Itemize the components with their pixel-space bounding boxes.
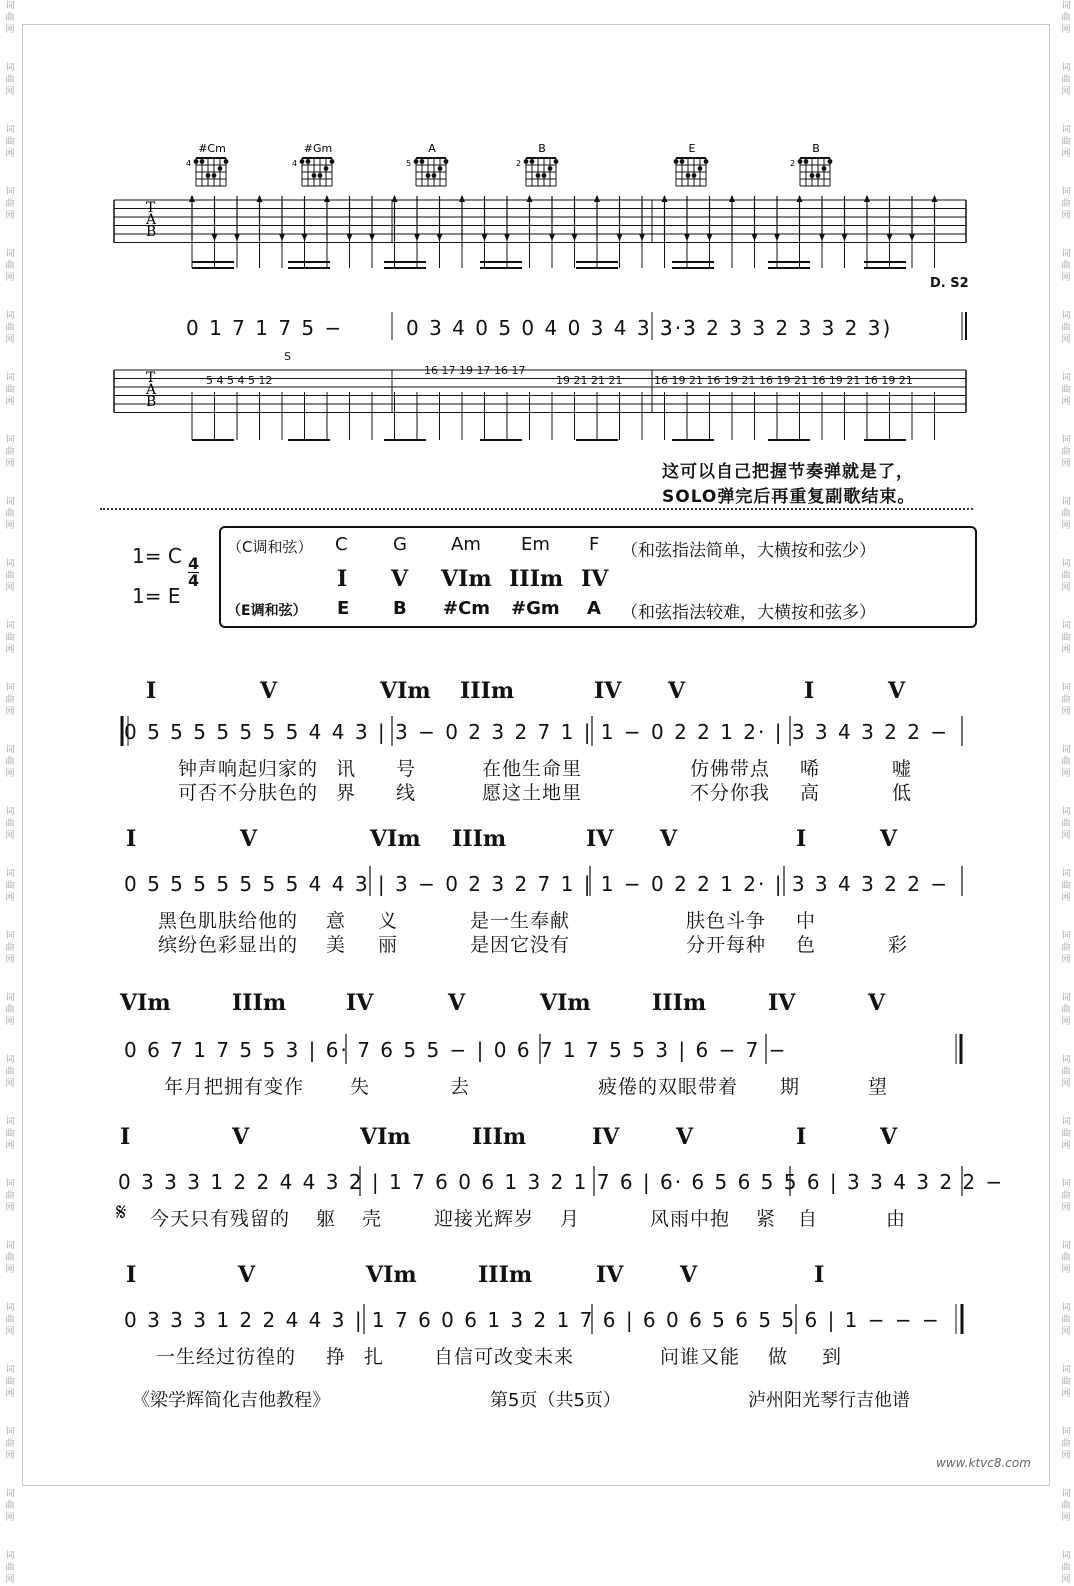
- lyric: 由: [886, 1208, 907, 1230]
- chord-name: B: [812, 142, 820, 155]
- lyric: 望: [868, 1076, 889, 1098]
- e-label: （E调和弦）: [227, 603, 307, 619]
- chord: I: [126, 826, 137, 852]
- watermark-text: 词 曲 网: [1061, 1117, 1071, 1151]
- tab-numbers-1: 5 4 5 4 5 12: [206, 374, 273, 387]
- watermark-text: 词 曲 网: [5, 1427, 15, 1461]
- chord: I: [796, 1124, 807, 1150]
- chord: I: [126, 1262, 137, 1288]
- watermark-text: 词 曲 网: [5, 931, 15, 965]
- fret-number: 5: [406, 159, 412, 168]
- key-e: 1= E: [132, 584, 181, 608]
- watermark-text: 词 曲 网: [1061, 1551, 1071, 1585]
- roman-3: VIm: [441, 566, 492, 592]
- watermark-text: 词 曲 网: [1061, 311, 1071, 345]
- lyric: 分开每种: [686, 934, 767, 956]
- chord: VIm: [540, 990, 591, 1016]
- watermark-text: 词 曲 网: [1061, 187, 1071, 221]
- lyric: 失: [350, 1076, 371, 1098]
- chord: IV: [594, 678, 622, 704]
- watermark-text: 词 曲 网: [1061, 435, 1071, 469]
- c-chord-1: C: [335, 534, 348, 555]
- lyric: 高: [800, 782, 821, 804]
- lyric: 肤色斗争: [686, 910, 767, 932]
- watermark-text: 词 曲 网: [1061, 869, 1071, 903]
- watermark-text: 词 曲 网: [1061, 1303, 1071, 1337]
- chord: V: [448, 990, 466, 1016]
- e-chord-3: #Cm: [443, 598, 491, 619]
- watermark-text: 词 曲 网: [5, 993, 15, 1027]
- chord: I: [796, 826, 807, 852]
- watermark-url: www.ktvc8.com: [936, 1456, 1031, 1470]
- notes-line: 0 6 7 1 7 5 5 3 | 6· 7 6 5 5 − | 0 6 7 1 7 5 5 3 | 6 − 7 −: [124, 1038, 788, 1062]
- chord-name: #Cm: [198, 142, 226, 155]
- lyric: 做: [768, 1346, 789, 1368]
- lyric: 自信可改变未来: [434, 1346, 575, 1368]
- watermark-text: 词 曲 网: [1061, 1427, 1071, 1461]
- fret-number: 2: [790, 159, 796, 168]
- watermark-text: 词 曲 网: [1061, 1, 1071, 35]
- tab-letter: B: [146, 224, 157, 240]
- lyric: 在他生命里: [482, 758, 583, 780]
- chord: IV: [346, 990, 374, 1016]
- chord: IIIm: [460, 678, 515, 704]
- lyric: 号: [396, 758, 417, 780]
- chord: IIIm: [452, 826, 507, 852]
- lyric: 迎接光辉岁: [434, 1208, 535, 1230]
- numbered-line-3: 3·3 2 3 3 2 3 3 2 3): [660, 316, 893, 340]
- lyric: 丽: [378, 934, 399, 956]
- lyric: 是一生奉献: [470, 910, 571, 932]
- watermark-text: 词 曲 网: [5, 1489, 15, 1523]
- tab-letter: T: [146, 370, 156, 386]
- watermark-text: 词 曲 网: [5, 807, 15, 841]
- c-chord-2: G: [393, 534, 407, 555]
- segno-icon: 𝄋: [116, 1198, 127, 1226]
- watermark-text: 词 曲 网: [5, 621, 15, 655]
- watermark-text: 词 曲 网: [1061, 249, 1071, 283]
- key-c: 1= C: [132, 544, 182, 568]
- lyric: 唏: [800, 758, 821, 780]
- lyric: 今天只有残留的: [150, 1208, 291, 1230]
- ds-label: D. S2: [930, 276, 969, 291]
- watermark-text: 词 曲 网: [1061, 63, 1071, 97]
- c-label: （C调和弦）: [227, 538, 313, 556]
- e-chord-4: #Gm: [511, 598, 560, 619]
- watermark-text: 词 曲 网: [5, 497, 15, 531]
- lyric: 线: [396, 782, 417, 804]
- e-note: （和弦指法较难，大横按和弦多）: [621, 603, 876, 623]
- c-note: （和弦指法简单，大横按和弦少）: [621, 541, 876, 561]
- chord: V: [680, 1262, 698, 1288]
- lyric: 黑色肌肤给他的: [158, 910, 299, 932]
- chord-name: A: [428, 142, 436, 155]
- lyric: 缤纷色彩显出的: [158, 934, 299, 956]
- lyric: 月: [560, 1208, 581, 1230]
- tab-numbers-2: 16 17 19 17 16 17: [424, 364, 526, 377]
- watermark-text: 词 曲 网: [5, 249, 15, 283]
- roman-5: IV: [581, 566, 609, 592]
- watermark-text: 词 曲 网: [1061, 1179, 1071, 1213]
- chord: V: [880, 1124, 898, 1150]
- watermark-text: 词 曲 网: [1061, 1241, 1071, 1275]
- watermark-text: 词 曲 网: [5, 1117, 15, 1151]
- chord: V: [676, 1124, 694, 1150]
- c-chord-5: F: [589, 534, 600, 555]
- watermark-text: 词 曲 网: [5, 1179, 15, 1213]
- lyric: 躯: [316, 1208, 337, 1230]
- watermark-text: 词 曲 网: [1061, 807, 1071, 841]
- lyric: 自: [798, 1208, 819, 1230]
- watermark-text: 词 曲 网: [1061, 683, 1071, 717]
- watermark-text: 词 曲 网: [1061, 931, 1071, 965]
- watermark-text: 词 曲 网: [1061, 993, 1071, 1027]
- lyric: 挣: [326, 1346, 347, 1368]
- fret-number: 4: [292, 159, 298, 168]
- notes-line: 0 3 3 3 1 2 2 4 4 3 2 | 1 7 6 0 6 1 3 2 1 7 6 | 6· 6 5 6 5 5 6 | 3 3 4 3 2 2 −: [118, 1170, 1005, 1194]
- c-chord-4: Em: [521, 534, 550, 555]
- lyric: 意: [326, 910, 347, 932]
- watermark-text: 词 曲 网: [5, 683, 15, 717]
- watermark-text: 词 曲 网: [1061, 1055, 1071, 1089]
- chord: I: [804, 678, 815, 704]
- watermark-text: 词 曲 网: [1061, 559, 1071, 593]
- lyric: 一生经过彷徨的: [156, 1346, 297, 1368]
- watermark-text: 词 曲 网: [5, 869, 15, 903]
- chord: V: [880, 826, 898, 852]
- lyric: 低: [892, 782, 913, 804]
- chord: I: [146, 678, 157, 704]
- lyric: 色: [796, 934, 817, 956]
- watermark-text: 词 曲 网: [5, 559, 15, 593]
- watermark-text: 词 曲 网: [1061, 1365, 1071, 1399]
- c-chord-3: Am: [451, 534, 481, 555]
- watermark-text: 词 曲 网: [1061, 621, 1071, 655]
- chord: V: [240, 826, 258, 852]
- lyric: 中: [796, 910, 817, 932]
- lyric: 问谁又能: [660, 1346, 741, 1368]
- lyric: 愿这土地里: [482, 782, 583, 804]
- tab-letter: A: [146, 212, 157, 228]
- e-chord-1: E: [337, 598, 350, 619]
- roman-2: V: [391, 566, 409, 592]
- lyric: 彩: [888, 934, 909, 956]
- watermark-text: 词 曲 网: [5, 745, 15, 779]
- e-chord-2: B: [393, 598, 407, 619]
- lyric: 义: [378, 910, 399, 932]
- numbered-line-1: 0 1 7 1 7 5 −: [186, 316, 344, 340]
- fret-number: 2: [516, 159, 522, 168]
- notes-line: 0 5 5 5 5 5 5 5 4 4 3 | 3 − 0 2 3 2 7 1 | 1 − 0 2 2 1 2· | 3 3 4 3 2 2 −: [124, 872, 950, 896]
- lyric: 年月把拥有变作: [164, 1076, 305, 1098]
- watermark-text: 词 曲 网: [1061, 497, 1071, 531]
- note-line-2: SOLO弹完后再重复副歌结束。: [662, 487, 916, 507]
- lyric: 嘘: [892, 758, 913, 780]
- tab-letter: A: [146, 382, 157, 398]
- chord: IIIm: [478, 1262, 533, 1288]
- watermark-text: 词 曲 网: [5, 1365, 15, 1399]
- lyric: 到: [822, 1346, 843, 1368]
- watermark-text: 词 曲 网: [5, 63, 15, 97]
- watermark-text: 词 曲 网: [5, 125, 15, 159]
- lyric: 去: [450, 1076, 471, 1098]
- chord: IV: [768, 990, 796, 1016]
- lyric: 美: [326, 934, 347, 956]
- watermark-text: 词 曲 网: [5, 435, 15, 469]
- chord: V: [888, 678, 906, 704]
- watermark-text: 词 曲 网: [5, 373, 15, 407]
- chord: IIIm: [232, 990, 287, 1016]
- watermark-text: 词 曲 网: [5, 1055, 15, 1089]
- footer-left: 《梁学辉简化吉他教程》: [132, 1390, 330, 1411]
- watermark-text: 词 曲 网: [5, 187, 15, 221]
- chord: IIIm: [652, 990, 707, 1016]
- chord-name: E: [688, 142, 696, 155]
- roman-4: IIIm: [509, 566, 564, 592]
- chord: I: [814, 1262, 825, 1288]
- chord: VIm: [366, 1262, 417, 1288]
- notes-line: 0 5 5 5 5 5 5 5 4 4 3 | 3 − 0 2 3 2 7 1 | 1 − 0 2 2 1 2· | 3 3 4 3 2 2 −: [124, 720, 950, 744]
- chord-name: B: [538, 142, 546, 155]
- e-chord-5: A: [587, 598, 601, 619]
- note-line-1: 这可以自己把握节奏弹就是了，: [662, 462, 914, 482]
- chord: I: [120, 1124, 131, 1150]
- lyric: 风雨中抱: [650, 1208, 731, 1230]
- chord: V: [232, 1124, 250, 1150]
- lyric: 紧: [756, 1208, 777, 1230]
- chord: VIm: [360, 1124, 411, 1150]
- chord: VIm: [380, 678, 431, 704]
- chord: V: [668, 678, 686, 704]
- time-top: 4: [188, 554, 200, 573]
- tab-numbers-4: 16 19 21 16 19 21 16 19 21 16 19 21 16 19 21: [654, 374, 913, 387]
- tab-letter: B: [146, 394, 157, 410]
- chord: V: [660, 826, 678, 852]
- lyric: 钟声响起归家的: [178, 758, 319, 780]
- roman-1: I: [337, 566, 348, 592]
- chord: IIIm: [472, 1124, 527, 1150]
- lyric: 讯: [336, 758, 357, 780]
- watermark-text: 词 曲 网: [5, 1, 15, 35]
- fret-number: 4: [186, 159, 192, 168]
- lyric: 界: [336, 782, 357, 804]
- watermark-text: 词 曲 网: [1061, 125, 1071, 159]
- lyric: 可否不分肤色的: [178, 782, 319, 804]
- chord: IV: [592, 1124, 620, 1150]
- watermark-text: 词 曲 网: [5, 1303, 15, 1337]
- watermark-text: 词 曲 网: [1061, 1489, 1071, 1523]
- chord: V: [238, 1262, 256, 1288]
- lyric: 疲倦的双眼带着: [598, 1076, 739, 1098]
- watermark-text: 词 曲 网: [5, 311, 15, 345]
- notes-line: 0 3 3 3 1 2 2 4 4 3 | 1 7 6 0 6 1 3 2 1 7 6 | 6 0 6 5 6 5 5 6 | 1 − − −: [124, 1308, 941, 1332]
- lyric: 是因它没有: [470, 934, 571, 956]
- chord: V: [868, 990, 886, 1016]
- watermark-text: 词 曲 网: [5, 1551, 15, 1585]
- lyric: 仿佛带点: [690, 758, 771, 780]
- segno-small: S: [284, 350, 291, 363]
- tab-letter: T: [146, 200, 156, 216]
- watermark-text: 词 曲 网: [1061, 373, 1071, 407]
- watermark-text: 词 曲 网: [1061, 745, 1071, 779]
- chord: IV: [596, 1262, 624, 1288]
- lyric: 期: [780, 1076, 801, 1098]
- chord: VIm: [120, 990, 171, 1016]
- footer-center: 第5页（共5页）: [490, 1390, 621, 1411]
- time-bottom: 4: [188, 571, 200, 590]
- footer-right: 泸州阳光琴行吉他谱: [748, 1390, 910, 1411]
- chord-name: #Gm: [303, 142, 333, 155]
- numbered-line-2: 0 3 4 0 5 0 4 0 3 4 3 3 3: [406, 316, 698, 340]
- chord: V: [260, 678, 278, 704]
- lyric: 壳: [362, 1208, 383, 1230]
- chord: VIm: [370, 826, 421, 852]
- tab-numbers-3: 19 21 21 21: [556, 374, 623, 387]
- chord: IV: [586, 826, 614, 852]
- lyric: 扎: [364, 1346, 385, 1368]
- watermark-text: 词 曲 网: [5, 1241, 15, 1275]
- lyric: 不分你我: [690, 782, 771, 804]
